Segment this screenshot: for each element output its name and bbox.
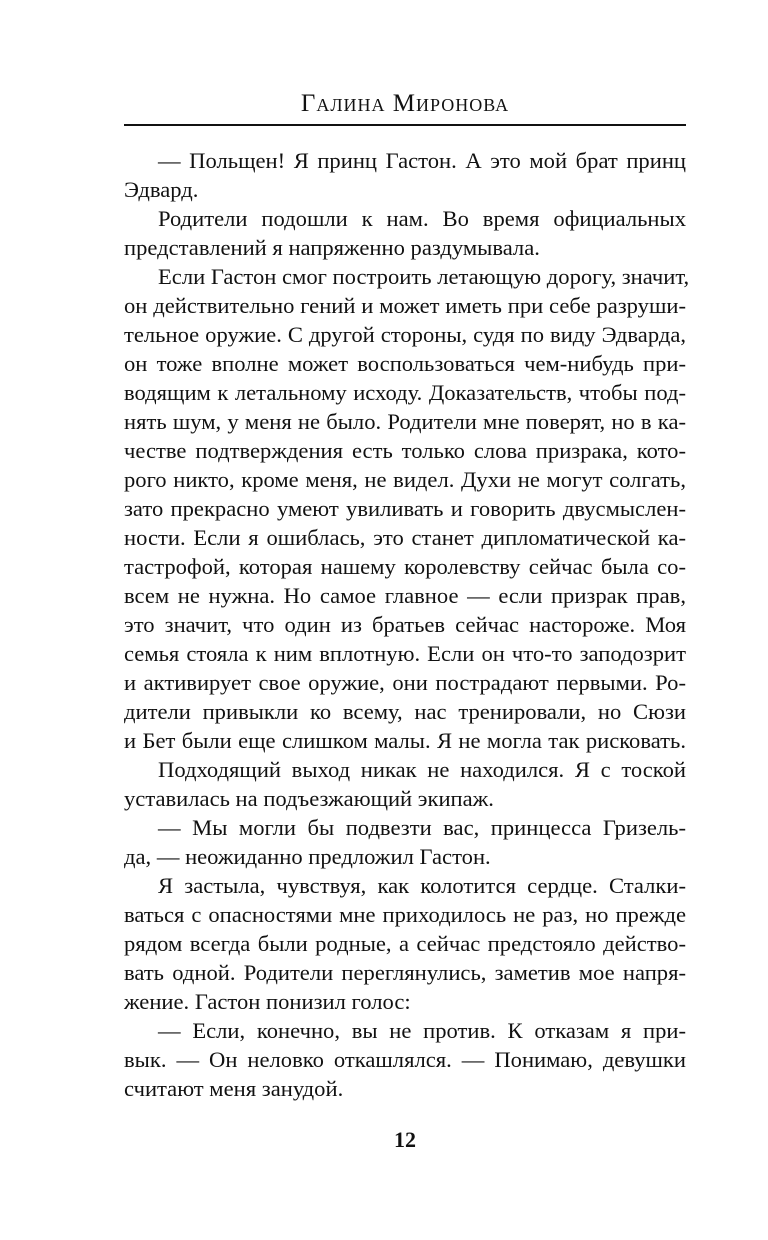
text-line: ваться с опасностями мне приходилось не раз, но прежде: [124, 902, 686, 927]
text-line: он тоже вполне может воспользоваться чем-нибудь при-: [124, 351, 686, 376]
text-line: вык. — Он неловко откашлялся. — Понимаю, девушки: [124, 1047, 686, 1072]
text-line: представлений я напряженно раздумывала.: [124, 235, 540, 260]
text-line: он действительно гений и может иметь при себе разруши-: [124, 293, 686, 318]
text-line: рядом всегда были родные, а сейчас предстояло действо-: [124, 931, 686, 956]
text-line: зато прекрасно умеют увиливать и говорить двусмыслен-: [124, 496, 686, 521]
text-line: нять шум, у меня не было. Родители мне поверят, но в ка-: [124, 409, 686, 434]
text-line: Родители подошли к нам. Во время официальных: [158, 206, 686, 231]
text-line: да, — неожиданно предложил Гастон.: [124, 844, 491, 869]
text-line: это значит, что один из братьев сейчас настороже. Моя: [124, 612, 686, 637]
text-line: жение. Гастон понизил голос:: [124, 989, 411, 1014]
text-line: вать одной. Родители переглянулись, заметив мое напря-: [124, 960, 686, 985]
text-line: и активирует свое оружие, они пострадают первыми. Ро-: [124, 670, 686, 695]
text-line: — Мы могли бы подвезти вас, принцесса Гризель-: [158, 815, 686, 840]
text-line: Я застыла, чувствуя, как колотится сердце. Сталки-: [158, 873, 686, 898]
text-line: водящим к летальному исходу. Доказательств, чтобы под-: [124, 380, 686, 405]
running-head: Галина Миронова: [300, 90, 510, 117]
text-line: Если Гастон смог построить летающую дорогу, значит,: [158, 264, 690, 289]
text-line: ности. Если я ошиблась, это станет дипломатической ка-: [124, 525, 686, 550]
text-line: — Польщен! Я принц Гастон. А это мой брат принц: [158, 148, 686, 173]
text-line: считают меня занудой.: [124, 1076, 344, 1101]
text-line: дители привыкли ко всему, нас тренировали, но Сюзи: [124, 699, 686, 724]
text-line: тастрофой, которая нашему королевству сейчас была со-: [124, 554, 686, 579]
text-line: Эдвард.: [124, 177, 199, 202]
text-line: тельное оружие. С другой стороны, судя по виду Эдварда,: [124, 322, 686, 347]
text-line: Подходящий выход никак не находился. Я с тоской: [158, 757, 686, 782]
page-number: 12: [394, 1127, 416, 1152]
text-line: всем не нужна. Но самое главное — если призрак прав,: [124, 583, 686, 608]
text-line: уставилась на подъезжающий экипаж.: [124, 786, 494, 811]
body-text: [124, 146, 690, 1103]
text-line: честве подтверждения есть только слова призрака, кото-: [124, 438, 686, 463]
text-line: рого никто, кроме меня, не видел. Духи не могут солгать,: [124, 467, 686, 492]
text-line: — Если, конечно, вы не против. К отказам я при-: [158, 1018, 686, 1043]
text-line: семья стояла к ним вплотную. Если он что-то заподозрит: [124, 641, 686, 666]
header-rule: [124, 124, 686, 126]
text-line: и Бет были еще слишком малы. Я не могла так рисковать.: [124, 728, 686, 753]
